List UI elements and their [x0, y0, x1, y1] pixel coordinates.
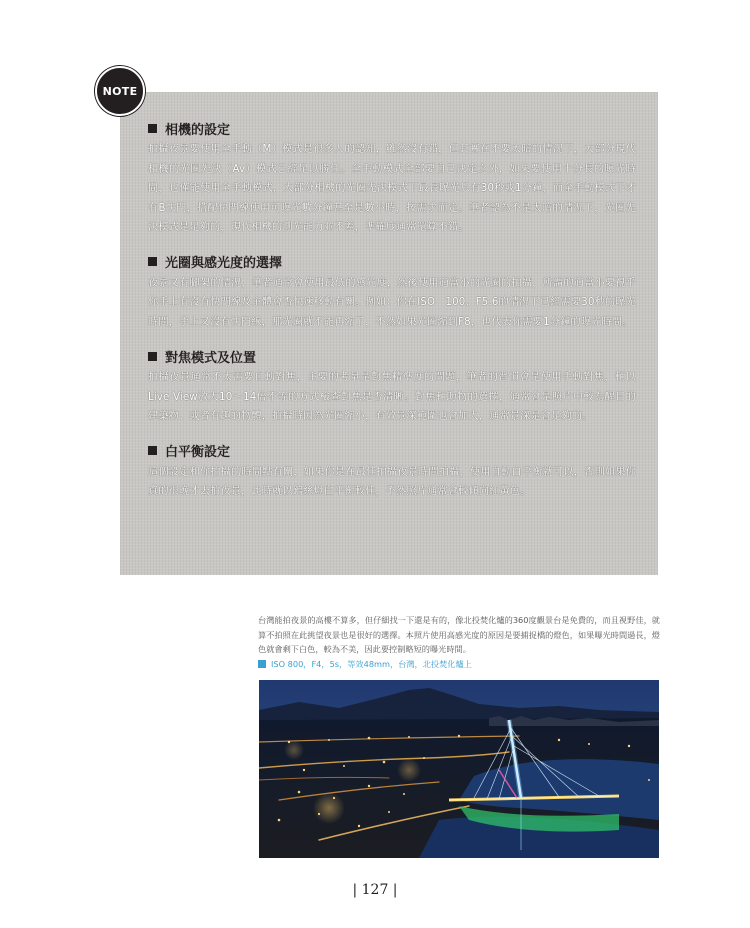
section-title: 光圈與感光度的選擇: [165, 256, 283, 271]
night-bridge-photo: [259, 680, 659, 858]
section-focus: [148, 346, 636, 427]
section-camera-settings: [148, 118, 636, 238]
section-body: 夜景又有腳架的情況，筆者通常會使用最低的感光度，然後使用適當小的光圈的拍攝，所謂的適當小要視乎你手上有沒有快門線及主體會否快速移動有關。例如：你在ISO 100、F5.6的情況下已經需要30秒的曝光時間，手上又沒有快門線，那光圈就不能再縮了，不然如果光圈縮到F8，也代表你需要1分鐘的曝光時間。: [148, 277, 636, 328]
section-body: 這個設定和你拍攝的時間點有關，如果你是在最佳拍攝夜景時間拍攝，使用自動白平衡就可以，否則如果你真的很晚才去拍夜景，此時就以鎢絲燈白平衡較佳，不然照片通常會較傾向紅黃色。: [148, 466, 636, 497]
section-title: 相機的設定: [165, 122, 231, 138]
square-bullet-icon: [148, 446, 157, 455]
note-badge: NOTE: [95, 66, 145, 116]
section-heading: [148, 346, 636, 366]
section-heading: [148, 252, 636, 272]
section-white-balance: [148, 441, 636, 502]
page-number: | 127 |: [352, 882, 398, 898]
caption-text: 台灣能拍夜景的高樓不算多，但仔細找一下還是有的，像北投焚化爐的360度觀景台是免費的，而且視野佳，就算不拍照在此挑望夜景也是很好的選擇。本照片使用高感光度的原因是要捕捉橋的燈色，如果曝光時間過長，燈色就會剩下白色，較為不美，因此要控制略短的曝光時間。: [258, 615, 660, 654]
section-body: 拍攝夜景要使用全手動（M）模式是很多人的認知，雖然沒有錯，但其實在不要太暗的情況下，大部分現代相機的光圈先決（Av）模式已經足以勝任。全手動模式全部要自己決定之外，如果要使用十分長的曝光時間，也僅能使用全手動模式，大部分相機的光圈先決模式下最長曝光只有30秒或1分鐘，而全手動模式下才有B快門，搭配快門線使用可曝光數分鐘甚至是數小時，按需求而定。筆者認為不是太暗的情況下，光圈先決模式是足夠的，現代相機的測光能力並不差，準確度通常還算不錯。: [148, 144, 636, 233]
night-cityscape-image: [259, 680, 659, 858]
photo-caption: [258, 613, 660, 671]
section-aperture-iso: [148, 252, 636, 333]
square-bullet-icon: [148, 257, 157, 266]
caption-exif: [258, 657, 660, 672]
square-bullet-icon: [148, 352, 157, 361]
section-body: 拍攝夜景通常不太需要自動對焦，主要的考量是對焦精準度的問題，筆者的習慣會是使用手動對焦，輔以Live View放大10～14倍不等的方式檢查對焦是否清晰。對焦輔助物的選擇，通常會是照片中較為醒目的建築物、或者有趣的物體，拍攝時因為光圈縮小，有效景深範圍也會加大，通常景深是會足夠的。: [148, 372, 636, 422]
square-bullet-icon: [148, 124, 157, 133]
caption-exif-text: ISO 800，F4，5s，等效48mm，台灣，北投焚化爐上: [271, 658, 472, 669]
section-title: 白平衡設定: [165, 445, 231, 460]
section-heading: [148, 118, 636, 138]
square-marker-icon: [258, 660, 266, 668]
note-sections: [148, 118, 636, 516]
section-title: 對焦模式及位置: [165, 350, 257, 366]
section-heading: [148, 441, 636, 461]
